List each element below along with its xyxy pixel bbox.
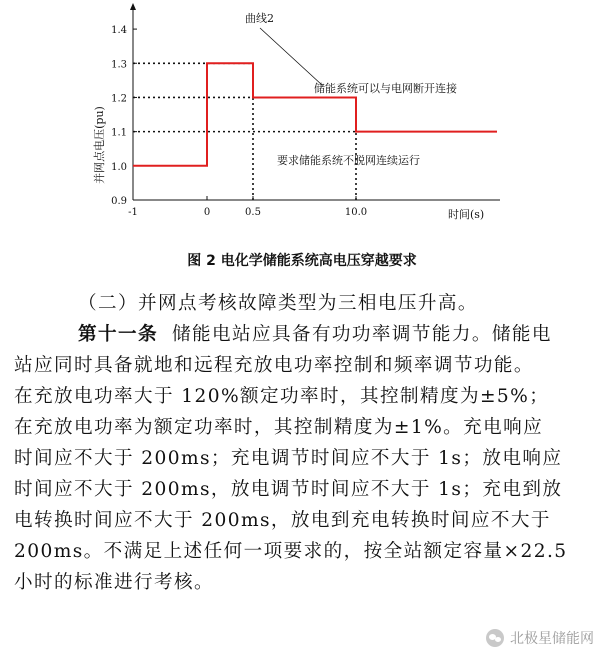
curve-label-leader: [260, 28, 322, 85]
voltage-ride-through-chart: [0, 0, 604, 245]
article-line: 在充放电功率为额定功率时，其控制精度为±1%。充电响应: [14, 417, 544, 438]
figure-caption: 图 2 电化学储能系统高电压穿越要求: [187, 253, 417, 269]
wechat-icon: [486, 629, 504, 647]
tick-labels: [111, 25, 367, 218]
y-tick-label: 1.2: [111, 93, 127, 105]
article-title: 第十一条: [78, 324, 158, 345]
y-tick-label: 1.4: [111, 25, 127, 37]
article-line: 时间应不大于 200ms；充电调节时间应不大于 1s；放电响应: [14, 448, 563, 469]
article-line: 小时的标准进行考核。: [14, 572, 214, 593]
article-line: 在充放电功率大于 120%额定功率时，其控制精度为±5%；: [14, 386, 550, 407]
chart-axes: [130, 3, 500, 200]
article-line: 储能电站应具备有功功率调节能力。储能电: [171, 324, 552, 345]
x-axis-label: 时间(s): [448, 208, 485, 221]
lower-note: 要求储能系统不脱网连续运行: [277, 154, 420, 167]
article-line: 电转换时间应不大于 200ms，放电到充电转换时间应不大于: [14, 510, 551, 531]
x-tick-label: -1: [128, 207, 138, 218]
article-line: 200ms。不满足上述任何一项要求的，按全站额定容量×22.5: [14, 541, 568, 562]
article-line: 时间应不大于 200ms，放电调节时间应不大于 1s；充电到放: [14, 479, 563, 500]
watermark-text: 北极星储能网: [510, 631, 594, 647]
y-tick-label: 1.0: [111, 161, 127, 173]
article-line: 站应同时具备就地和远程充放电功率控制和频率调节功能。: [14, 355, 534, 376]
y-tick-label: 1.1: [111, 127, 127, 139]
y-axis-arrow: [130, 3, 136, 10]
article-first-line: [64, 319, 588, 350]
watermark: [486, 628, 594, 648]
fault-type-paragraph: （二）并网点考核故障类型为三相电压升高。: [78, 293, 478, 314]
curve-label: 曲线2: [245, 12, 274, 25]
x-tick-label: 0.5: [245, 207, 261, 218]
y-tick-label: 0.9: [111, 196, 127, 207]
x-tick-label: 10.0: [344, 207, 368, 218]
upper-note: 储能系统可以与电网断开连接: [314, 82, 457, 95]
y-tick-label: 1.3: [111, 59, 127, 71]
article-body: [14, 288, 588, 598]
x-tick-label: 0: [203, 207, 211, 218]
y-axis-label: 并网点电压(pu): [93, 106, 106, 184]
